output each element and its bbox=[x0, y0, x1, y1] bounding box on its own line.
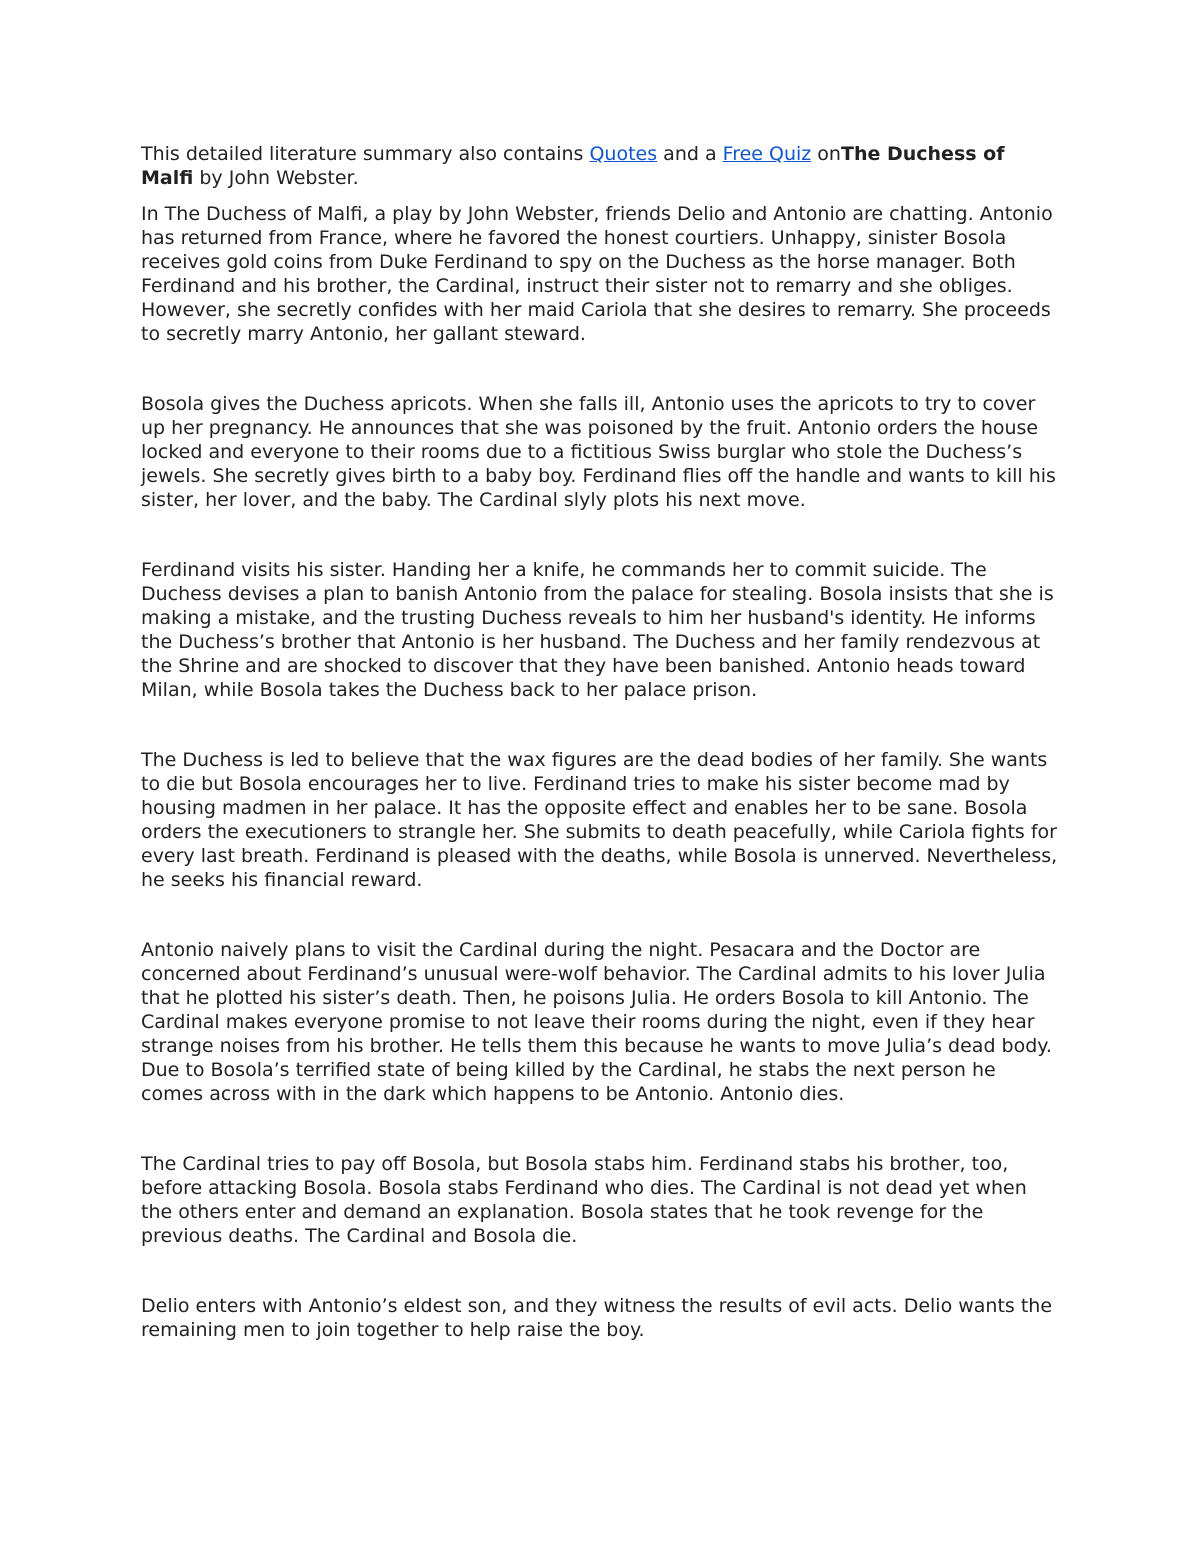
quotes-link[interactable]: Quotes bbox=[589, 143, 658, 165]
book-title: The Duchess of Malfi bbox=[141, 143, 1005, 189]
intro-prefix: This detailed literature summary also contains bbox=[141, 143, 590, 165]
summary-paragraph-5: Antonio naively plans to visit the Cardinal during the night. Pesacara and the Doctor are concerned about Ferdinand’s unusual were-wolf behavior. The Cardinal admits to his lover Julia that he plotted his sister’s death. Then, he poisons Julia. He orders Bosola to kill Antonio. The Cardinal makes everyone promise to not leave their rooms during the night, even if they hear strange noises from his brother. He tells them this because he wants to move Julia’s dead body. Due to Bosola’s terrified state of being killed by the Cardinal, he stabs the next person he comes across with in the dark which happens to be Antonio. Antonio dies. bbox=[141, 939, 1052, 1105]
summary-paragraph-3: Ferdinand visits his sister. Handing her a knife, he commands her to commit suicide. The Duchess devises a plan to banish Antonio from the palace for stealing. Bosola insists that she is making a mistake, and the trusting Duchess reveals to him her husband's identity. He informs the Duchess’s brother that Antonio is her husband. The Duchess and her family rendezvous at the Shrine and are shocked to discover that they have been banished. Antonio heads toward Milan, while Bosola takes the Duchess back to her palace prison. bbox=[141, 559, 1054, 701]
intro-paragraph bbox=[141, 142, 1061, 190]
summary-paragraph-4: The Duchess is led to believe that the wax figures are the dead bodies of her family. She wants to die but Bosola encourages her to live. Ferdinand tries to make his sister become mad by housing madmen in her palace. It has the opposite effect and enables her to be sane. Bosola orders the executioners to strangle her. She submits to death peacefully, while Cariola fights for every last breath. Ferdinand is pleased with the deaths, while Bosola is unnerved. Nevertheless, he seeks his financial reward. bbox=[141, 749, 1058, 891]
summary-paragraph-1: In The Duchess of Malfi, a play by John Webster, friends Delio and Antonio are chatting. Antonio has returned from France, where he favored the honest courtiers. Unhappy, sinister Bosola receives gold coins from Duke Ferdinand to spy on the Duchess as the horse manager. Both Ferdinand and his brother, the Cardinal, instruct their sister not to remarry and she obliges. However, she secretly confides with her maid Cariola that she desires to remarry. She proceeds to secretly marry Antonio, her gallant steward. bbox=[141, 203, 1053, 345]
free-quiz-link[interactable]: Free Quiz bbox=[722, 143, 812, 165]
intro-on: on bbox=[811, 143, 841, 165]
document-body bbox=[141, 142, 1061, 1388]
summary-paragraph-2: Bosola gives the Duchess apricots. When she falls ill, Antonio uses the apricots to try to cover up her pregnancy. He announces that she was poisoned by the fruit. Antonio orders the house locked and everyone to their rooms due to a fictitious Swiss burglar who stole the Duchess’s jewels. She secretly gives birth to a baby boy. Ferdinand flies off the handle and wants to kill his sister, her lover, and the baby. The Cardinal slyly plots his next move. bbox=[141, 393, 1056, 511]
summary-paragraph-6: The Cardinal tries to pay off Bosola, but Bosola stabs him. Ferdinand stabs his brother, too, before attacking Bosola. Bosola stabs Ferdinand who dies. The Cardinal is not dead yet when the others enter and demand an explanation. Bosola states that he took revenge for the previous deaths. The Cardinal and Bosola die. bbox=[141, 1153, 1027, 1247]
summary-paragraph-7: Delio enters with Antonio’s eldest son, and they witness the results of evil acts. Delio wants the remaining men to join together to help raise the boy. bbox=[141, 1295, 1053, 1341]
intro-middle: and a bbox=[657, 143, 723, 165]
intro-suffix: by John Webster. bbox=[193, 167, 359, 189]
